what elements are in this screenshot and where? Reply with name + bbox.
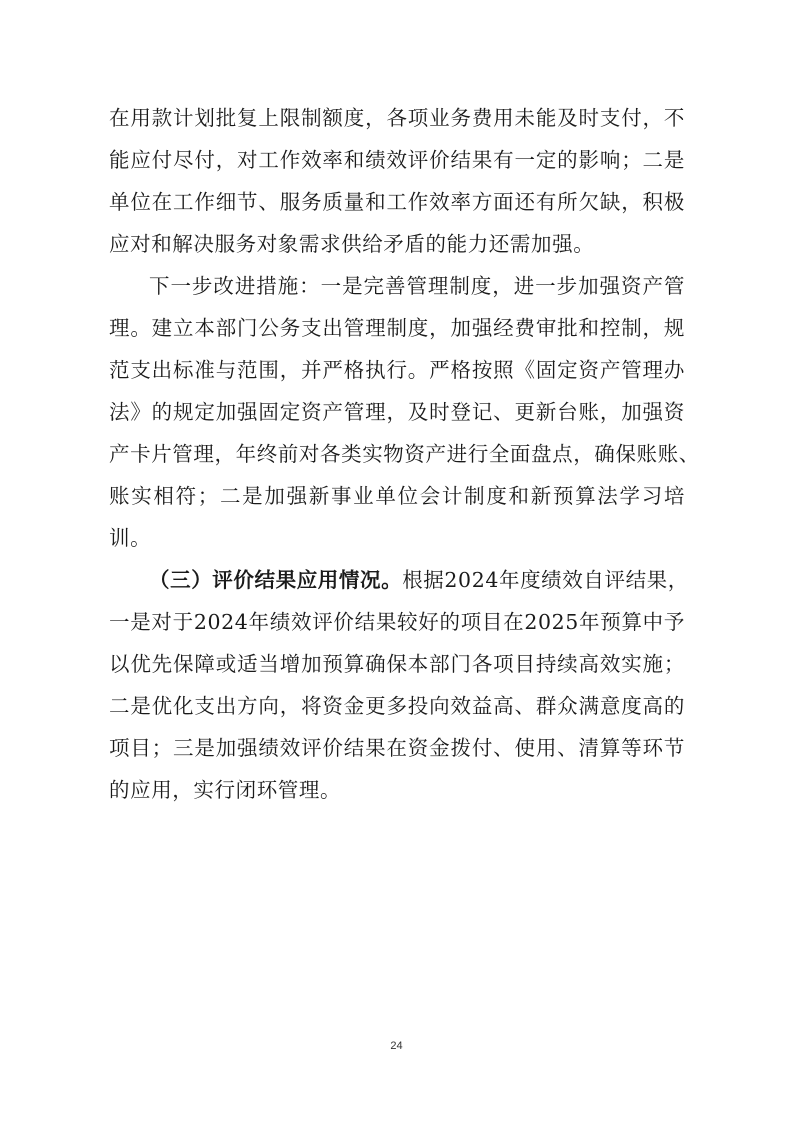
- page-number: 24: [390, 1040, 403, 1052]
- paragraph-line: 单位在工作细节、服务质量和工作效率方面还有所欠缺，积极: [109, 190, 685, 214]
- paragraph-line: 法》的规定加强固定资产管理，及时登记、更新台账，加强资: [109, 400, 685, 424]
- paragraph-line: 在用款计划批复上限制额度，各项业务费用未能及时支付，不: [109, 106, 685, 130]
- paragraph-line: 应对和解决服务对象需求供给矛盾的能力还需加强。: [109, 232, 595, 256]
- paragraph-text: 根据2024年度绩效自评结果，: [402, 568, 689, 592]
- section-heading: （三）评价结果应用情况。: [149, 568, 403, 592]
- paragraph-heading-line: [149, 563, 689, 597]
- paragraph-line: 产卡片管理，年终前对各类实物资产进行全面盘点，确保账账、: [109, 442, 700, 466]
- paragraph-line: 一是对于2024年绩效评价结果较好的项目在2025年预算中予: [109, 610, 685, 634]
- paragraph-line: 训。: [109, 526, 152, 550]
- paragraph-line: 项目；三是加强绩效评价结果在资金拨付、使用、清算等环节: [109, 736, 685, 760]
- paragraph-line: 的应用，实行闭环管理。: [109, 778, 342, 802]
- paragraph-line: 能应付尽付，对工作效率和绩效评价结果有一定的影响；二是: [109, 148, 685, 172]
- paragraph-line: 范支出标准与范围，并严格执行。严格按照《固定资产管理办: [109, 358, 685, 382]
- paragraph-line: 二是优化支出方向，将资金更多投向效益高、群众满意度高的: [109, 694, 685, 718]
- paragraph-line: 账实相符；二是加强新事业单位会计制度和新预算法学习培: [109, 484, 685, 508]
- paragraph-line: 下一步改进措施：一是完善管理制度，进一步加强资产管: [149, 274, 685, 298]
- paragraph-line: 以优先保障或适当增加预算确保本部门各项目持续高效实施；: [109, 652, 685, 676]
- paragraph-line: 理。建立本部门公务支出管理制度，加强经费审批和控制，规: [109, 316, 685, 340]
